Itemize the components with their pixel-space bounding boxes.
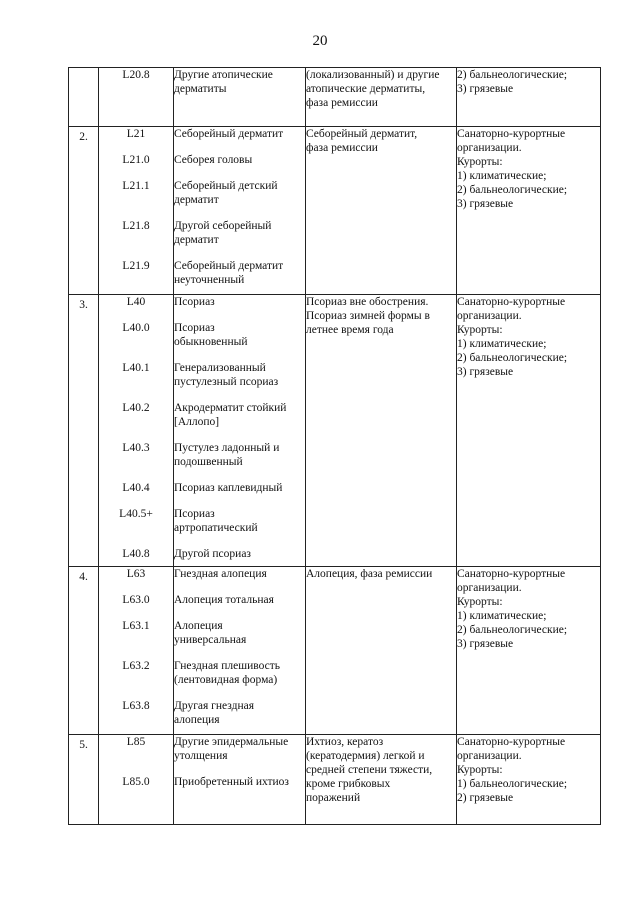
condition-cell <box>306 68 457 127</box>
icd-codes-cell <box>99 127 174 295</box>
diagnosis-name: Себорейный детский дерматит <box>174 180 278 206</box>
condition-cell <box>306 295 457 567</box>
condition-cell <box>306 127 457 295</box>
diagnosis-name: Алопеция универсальная <box>174 620 247 646</box>
icd-code: L21 <box>126 128 146 140</box>
icd-code: L40.8 <box>122 548 150 560</box>
icd-codes-cell <box>99 567 174 735</box>
diagnosis-name: Другой псориаз <box>174 548 251 560</box>
diagnosis-name: Себорея головы <box>174 154 253 166</box>
icd-code: L21.1 <box>122 180 150 192</box>
row-number: 5. <box>69 735 99 825</box>
icd-code: L63.0 <box>122 594 150 606</box>
resort-text: Санаторно-курортные организации. Курорты: 1) климатические; 2) бальнеологические; 3) грязевые <box>457 128 568 210</box>
icd-code: L21.0 <box>122 154 150 166</box>
diagnosis-name: Другая гнездная алопеция <box>174 700 255 726</box>
diagnosis-name: Гнездная алопеция <box>174 568 267 580</box>
diagnosis-name: Псориаз <box>174 296 215 308</box>
row-number <box>69 68 99 127</box>
diagnosis-name: Алопеция тотальная <box>174 594 274 606</box>
table-row <box>69 735 601 825</box>
icd-codes-cell <box>99 735 174 825</box>
condition-text: Псориаз вне обострения. Псориаз зимней формы в летнее время года <box>306 296 430 336</box>
condition-text: Себорейный дерматит, фаза ремиссии <box>306 128 418 154</box>
icd-code: L40.3 <box>122 442 150 454</box>
diagnosis-name: Псориаз обыкновенный <box>174 322 248 348</box>
icd-code: L20.8 <box>122 69 150 81</box>
icd-codes-cell <box>99 68 174 127</box>
diagnosis-name: Другие атопические дерматиты <box>174 69 273 95</box>
icd-code: L21.9 <box>122 260 150 272</box>
table-row <box>69 127 601 295</box>
condition-text: Алопеция, фаза ремиссии <box>306 568 433 580</box>
icd-code: L40.5+ <box>119 508 153 520</box>
row-number: 3. <box>69 295 99 567</box>
diagnosis-name: Псориаз каплевидный <box>174 482 283 494</box>
icd-code: L63.2 <box>122 660 150 672</box>
page-number: 20 <box>312 33 328 49</box>
resort-cell <box>457 735 601 825</box>
table-row <box>69 68 601 127</box>
resort-cell <box>457 295 601 567</box>
row-number: 4. <box>69 567 99 735</box>
resort-text: Санаторно-курортные организации. Курорты: 1) климатические; 2) бальнеологические; 3) грязевые <box>457 568 568 650</box>
diagnosis-names-cell <box>174 68 306 127</box>
diagnosis-name: Пустулез ладонный и подошвенный <box>174 442 280 468</box>
icd-code: L85.0 <box>122 776 150 788</box>
icd-codes-cell <box>99 295 174 567</box>
diagnosis-name: Себорейный дерматит неуточненный <box>174 260 284 286</box>
icd-code: L63.1 <box>122 620 150 632</box>
diagnosis-name: Псориаз артропатический <box>174 508 258 534</box>
icd-code: L63.8 <box>122 700 150 712</box>
diagnosis-name: Приобретенный ихтиоз <box>174 776 289 788</box>
diagnosis-name: Себорейный дерматит <box>174 128 284 140</box>
condition-cell <box>306 735 457 825</box>
diagnosis-name: Другой себорейный дерматит <box>174 220 272 246</box>
icd-code: L40.1 <box>122 362 150 374</box>
diagnosis-names-cell <box>174 567 306 735</box>
table-row <box>69 567 601 735</box>
diagnosis-name: Акродерматит стойкий [Аллопо] <box>174 402 287 428</box>
diagnosis-names-cell <box>174 735 306 825</box>
icd-code: L63 <box>126 568 146 580</box>
resort-cell <box>457 68 601 127</box>
icd-code: L40.4 <box>122 482 150 494</box>
condition-cell <box>306 567 457 735</box>
resort-cell <box>457 567 601 735</box>
icd-code: L40.0 <box>122 322 150 334</box>
icd-code: L40 <box>126 296 146 308</box>
diagnosis-names-cell <box>174 295 306 567</box>
resort-text: Санаторно-курортные организации. Курорты: 1) климатические; 2) бальнеологические; 3) грязевые <box>457 296 568 378</box>
icd-code: L85 <box>126 736 146 748</box>
diagnosis-name: Гнездная плешивость (лентовидная форма) <box>174 660 280 686</box>
condition-text: (локализованный) и другие атопические дерматиты, фаза ремиссии <box>306 69 440 109</box>
diagnosis-names-cell <box>174 127 306 295</box>
resort-text: 2) бальнеологические; 3) грязевые <box>457 69 568 95</box>
resort-cell <box>457 127 601 295</box>
icd-code: L40.2 <box>122 402 150 414</box>
condition-text: Ихтиоз, кератоз (кератодермия) легкой и средней степени тяжести, кроме грибковых поражений <box>306 736 433 804</box>
icd-code: L21.8 <box>122 220 150 232</box>
diagnosis-name: Другие эпидермальные утолщения <box>174 736 289 762</box>
table-row <box>69 295 601 567</box>
resort-indications-table <box>68 67 601 825</box>
diagnosis-name: Генерализованный пустулезный псориаз <box>174 362 279 388</box>
resort-text: Санаторно-курортные организации. Курорты: 1) бальнеологические; 2) грязевые <box>457 736 568 804</box>
row-number: 2. <box>69 127 99 295</box>
